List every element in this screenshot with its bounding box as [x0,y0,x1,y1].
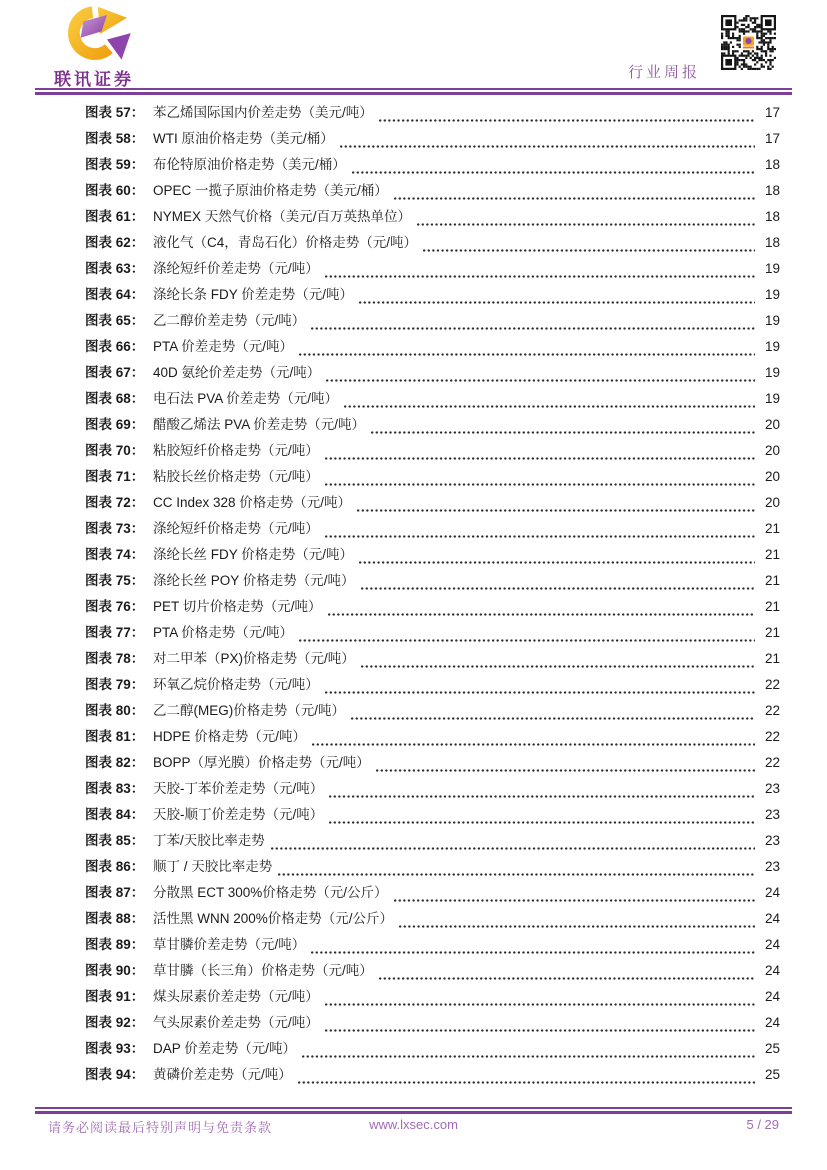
toc-entry [85,491,780,517]
figure-title: PET 切片价格走势（元/吨） [153,599,322,614]
figure-title: OPEC 一揽子原油价格走势（美元/桶） [153,183,388,198]
page-number: 17 [764,131,780,146]
page-number: 21 [764,573,780,588]
figure-title: 40D 氨纶价差走势（元/吨） [153,365,321,380]
page-number: 21 [764,625,780,640]
toc-entry [85,439,780,465]
dot-leader [357,509,755,512]
figure-label: 图表 71： [85,469,145,484]
figure-label: 图表 89： [85,937,145,952]
figure-title: 涤纶短纤价差走势（元/吨） [153,261,319,276]
figure-label: 图表 81： [85,729,145,744]
page-number: 23 [764,833,780,848]
dot-leader [352,171,755,174]
page-number: 18 [764,157,780,172]
toc-entry [85,1037,780,1063]
figure-label: 图表 82： [85,755,145,770]
dot-leader [399,925,755,928]
page-number: 24 [764,963,780,978]
company-logo [54,6,146,90]
page-number: 21 [764,651,780,666]
dot-leader [344,405,755,408]
figure-label: 图表 80： [85,703,145,718]
figure-title: WTI 原油价格走势（美元/桶） [153,131,334,146]
figure-title: 涤纶长丝 POY 价格走势（元/吨） [153,573,355,588]
figure-label: 图表 64： [85,287,145,302]
dot-leader [302,1055,755,1058]
toc-entry [85,179,780,205]
toc-entry [85,855,780,881]
dot-leader [325,535,755,538]
figure-label: 图表 85： [85,833,145,848]
page-number: 23 [764,781,780,796]
disclaimer-text: 请务必阅读最后特别声明与免责条款 [48,1120,273,1135]
figure-title: 气头尿素价差走势（元/吨） [153,1015,319,1030]
page-number: 20 [764,417,780,432]
footer-divider [35,1107,792,1114]
toc-entry [85,985,780,1011]
page-number: 20 [764,443,780,458]
toc-entry [85,569,780,595]
page-number: 19 [764,339,780,354]
figure-label: 图表 77： [85,625,145,640]
toc-entry [85,881,780,907]
toc-entry [85,777,780,803]
figure-label: 图表 67： [85,365,145,380]
dot-leader [328,613,755,616]
page-number: 17 [764,105,780,120]
figure-title: DAP 价差走势（元/吨） [153,1041,297,1056]
toc-entry [85,387,780,413]
dot-leader [351,717,755,720]
dot-leader [371,431,755,434]
dot-leader [325,483,755,486]
figure-title: PTA 价差走势（元/吨） [153,339,294,354]
page-number: 23 [764,807,780,822]
figure-title: 布伦特原油价格走势（美元/桶） [153,157,346,172]
page-number: 22 [764,729,780,744]
dot-leader [329,821,755,824]
page-number: 21 [764,547,780,562]
figure-title: 煤头尿素价差走势（元/吨） [153,989,319,1004]
dot-leader [271,847,755,850]
figure-title: 涤纶长条 FDY 价差走势（元/吨） [153,287,354,302]
toc-entry [85,959,780,985]
toc-entry [85,127,780,153]
toc-entry [85,101,780,127]
toc-entry [85,517,780,543]
dot-leader [394,899,755,902]
toc-entry [85,153,780,179]
figure-label: 图表 75： [85,573,145,588]
figure-title: 醋酸乙烯法 PVA 价差走势（元/吨） [153,417,366,432]
figure-title: 草甘膦（长三角）价格走势（元/吨） [153,963,373,978]
figure-title: 顺丁 / 天胶比率走势 [153,859,273,874]
dot-leader [417,223,755,226]
page-number: 18 [764,235,780,250]
figure-label: 图表 90： [85,963,145,978]
company-name: 联讯证券 [54,70,134,89]
toc-entry [85,829,780,855]
page-number: 19 [764,261,780,276]
figure-label: 图表 79： [85,677,145,692]
figure-title: 粘胶长丝价格走势（元/吨） [153,469,319,484]
figure-title: 天胶-丁苯价差走势（元/吨） [153,781,324,796]
figure-label: 图表 73： [85,521,145,536]
figure-label: 图表 86： [85,859,145,874]
page-number: 21 [764,521,780,536]
dot-leader [298,1081,755,1084]
figure-title: 乙二醇(MEG)价格走势（元/吨） [153,703,345,718]
page-indicator: 5 / 29 [746,1117,780,1132]
figure-title: 黄磷价差走势（元/吨） [153,1067,292,1082]
figure-label: 图表 84： [85,807,145,822]
toc-entry [85,1011,780,1037]
dot-leader [325,691,755,694]
figure-title: 分散黑 ECT 300%价格走势（元/公斤） [153,885,388,900]
figure-label: 图表 66： [85,339,145,354]
figure-label: 图表 58： [85,131,145,146]
figure-label: 图表 59： [85,157,145,172]
dot-leader [311,327,755,330]
figure-title: 丁苯/天胶比率走势 [153,833,265,848]
figure-title: HDPE 价格走势（元/吨） [153,729,307,744]
figure-label: 图表 63： [85,261,145,276]
page-number: 24 [764,1015,780,1030]
report-type-label: 行业周报 [627,64,700,81]
page-number: 23 [764,859,780,874]
website-link[interactable]: www.lxsec.com [369,1117,458,1132]
toc-entry [85,465,780,491]
figure-label: 图表 69： [85,417,145,432]
page-number: 21 [764,599,780,614]
figure-title: 涤纶长丝 FDY 价格走势（元/吨） [153,547,354,562]
page-number: 18 [764,183,780,198]
figure-title: 草甘膦价差走势（元/吨） [153,937,306,952]
page-number: 19 [764,313,780,328]
dot-leader [299,353,755,356]
page-number: 24 [764,937,780,952]
dot-leader [325,457,755,460]
figure-title: NYMEX 天然气价格（美元/百万英热单位） [153,209,412,224]
dot-leader [376,769,755,772]
toc-entry [85,699,780,725]
figure-label: 图表 60： [85,183,145,198]
figure-label: 图表 61： [85,209,145,224]
page-number: 22 [764,703,780,718]
figure-label: 图表 62： [85,235,145,250]
figure-label: 图表 93： [85,1041,145,1056]
dot-leader [312,743,755,746]
figure-label: 图表 88： [85,911,145,926]
toc-entry [85,309,780,335]
figure-label: 图表 78： [85,651,145,666]
dot-leader [311,951,755,954]
dot-leader [379,119,755,122]
figure-label: 图表 92： [85,1015,145,1030]
figure-label: 图表 76： [85,599,145,614]
dot-leader [329,795,755,798]
figure-label: 图表 91： [85,989,145,1004]
dot-leader [325,275,755,278]
page-number: 25 [764,1067,780,1082]
toc-entry [85,725,780,751]
figure-label: 图表 70： [85,443,145,458]
page-number: 20 [764,495,780,510]
toc-entry [85,751,780,777]
figure-label: 图表 72： [85,495,145,510]
page-number: 19 [764,365,780,380]
figure-label: 图表 87： [85,885,145,900]
dot-leader [394,197,755,200]
figure-title: 电石法 PVA 价差走势（元/吨） [153,391,339,406]
figure-title: 对二甲苯（PX)价格走势（元/吨） [153,651,355,666]
figure-title: 液化气（C4，青岛石化）价格走势（元/吨） [153,235,418,250]
page-number: 19 [764,391,780,406]
toc-entry [85,257,780,283]
toc-entry [85,231,780,257]
page-number: 24 [764,989,780,1004]
dot-leader [359,301,755,304]
dot-leader [361,665,755,668]
page-number: 24 [764,911,780,926]
toc-entry [85,205,780,231]
page-number: 20 [764,469,780,484]
dot-leader [379,977,755,980]
dot-leader [340,145,755,148]
toc-entry [85,1063,780,1089]
figure-title: 天胶-顺丁价差走势（元/吨） [153,807,324,822]
toc-entry [85,543,780,569]
page-number: 22 [764,755,780,770]
figure-title: 环氧乙烷价格走势（元/吨） [153,677,319,692]
toc-list [85,101,780,1089]
toc-entry [85,621,780,647]
figure-label: 图表 83： [85,781,145,796]
toc-entry [85,933,780,959]
toc-entry [85,803,780,829]
figure-title: 苯乙烯国际国内价差走势（美元/吨） [153,105,373,120]
page-number: 25 [764,1041,780,1056]
figure-title: 涤纶短纤价格走势（元/吨） [153,521,319,536]
toc-entry [85,647,780,673]
figure-title: 乙二醇价差走势（元/吨） [153,313,306,328]
page-number: 19 [764,287,780,302]
dot-leader [278,873,755,876]
figure-title: 粘胶短纤价格走势（元/吨） [153,443,319,458]
figure-title: CC Index 328 价格走势（元/吨） [153,495,352,510]
figure-label: 图表 74： [85,547,145,562]
dot-leader [326,379,755,382]
figure-label: 图表 68： [85,391,145,406]
toc-entry [85,413,780,439]
dot-leader [299,639,755,642]
toc-entry [85,673,780,699]
dot-leader [325,1003,755,1006]
dot-leader [423,249,755,252]
page-number: 18 [764,209,780,224]
qr-code-icon [721,15,776,75]
header-divider [35,88,792,95]
toc-entry [85,361,780,387]
toc-entry [85,283,780,309]
dot-leader [361,587,755,590]
toc-entry [85,335,780,361]
figure-label: 图表 94： [85,1067,145,1082]
figure-title: BOPP（厚光膜）价格走势（元/吨） [153,755,370,770]
toc-entry [85,907,780,933]
toc-entry [85,595,780,621]
dot-leader [325,1029,755,1032]
figure-title: 活性黑 WNN 200%价格走势（元/公斤） [153,911,394,926]
figure-title: PTA 价格走势（元/吨） [153,625,294,640]
page-number: 24 [764,885,780,900]
figure-label: 图表 57： [85,105,145,120]
lianxun-logo-icon [54,6,146,64]
figure-label: 图表 65： [85,313,145,328]
dot-leader [359,561,755,564]
page-number: 22 [764,677,780,692]
page-footer [48,1117,779,1136]
